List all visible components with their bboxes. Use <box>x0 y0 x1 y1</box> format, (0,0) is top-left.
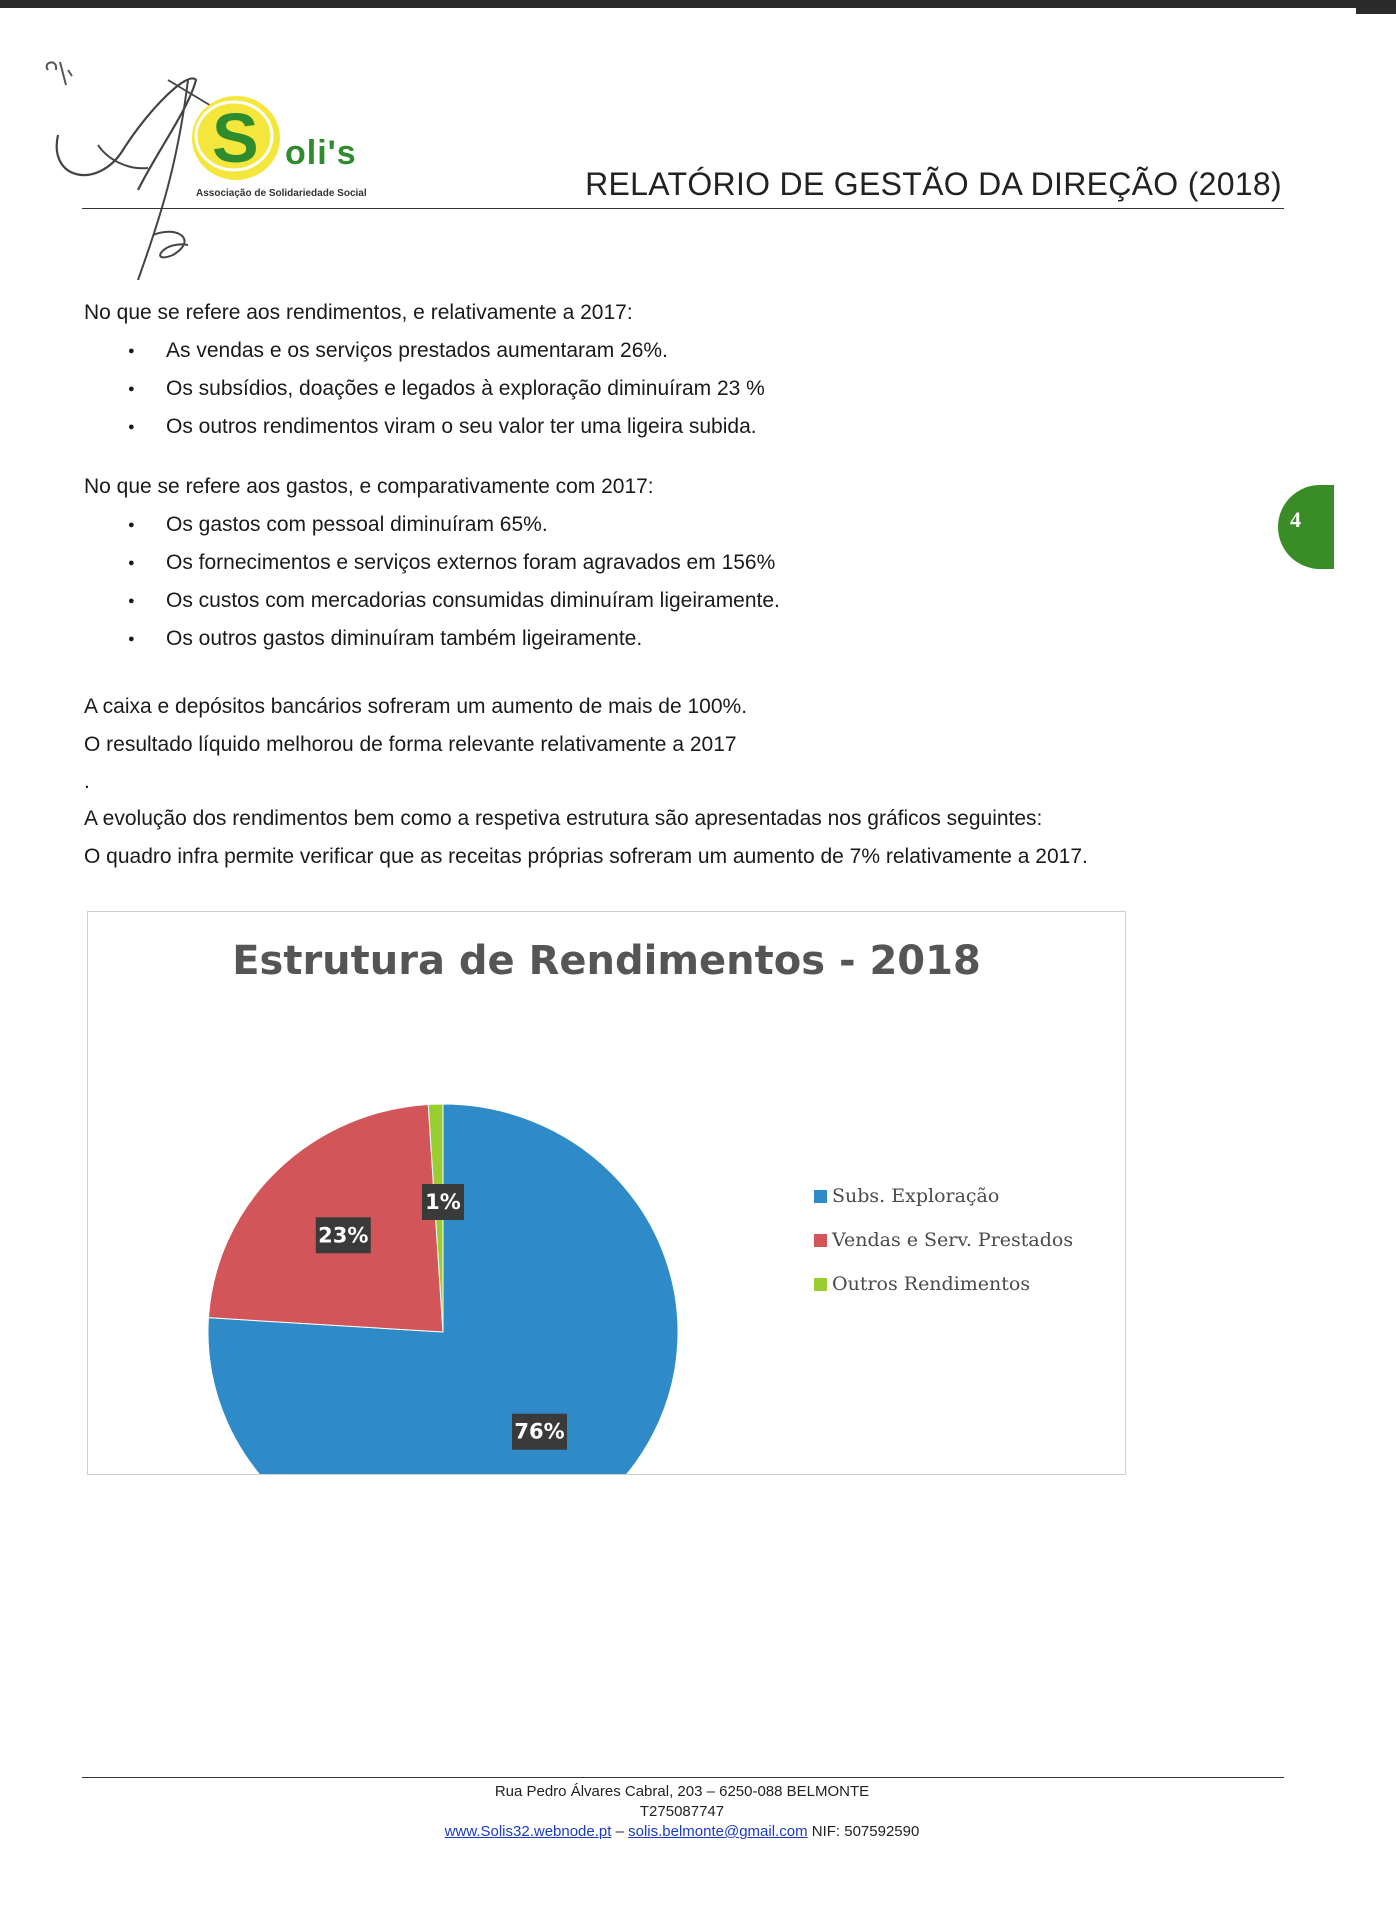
chart-title: Estrutura de Rendimentos - 2018 <box>232 938 981 984</box>
footer-nif: NIF: 507592590 <box>807 1823 920 1840</box>
stray-dot: . <box>84 770 90 793</box>
legend-label: Subs. Exploração <box>832 1185 1000 1207</box>
evolution-paragraph: A evolução dos rendimentos bem como a respetiva estrutura são apresentadas nos gráficos seguintes: <box>84 807 1043 830</box>
pie-data-label-2 <box>422 1184 464 1220</box>
list-item: ● Os gastos com pessoal diminuíram 65%. <box>128 506 1244 544</box>
legend-label: Vendas e Serv. Prestados <box>832 1229 1074 1251</box>
list-item: ● Os fornecimentos e serviços externos foram agravados em 156% <box>128 544 1244 582</box>
revenue-structure-chart <box>87 911 1126 1475</box>
legend-label: Outros Rendimentos <box>832 1273 1031 1295</box>
legend-swatch <box>814 1278 827 1291</box>
logo-name: oli's <box>285 134 357 172</box>
legend-swatch <box>814 1190 827 1203</box>
list-item: ● Os outros rendimentos viram o seu valor ter uma ligeira subida. <box>128 408 1244 446</box>
header-divider <box>82 208 1284 209</box>
own-revenue-paragraph: O quadro infra permite verificar que as receitas próprias sofreram um aumento de 7% relativamente a 2017. <box>84 845 1088 868</box>
footer-divider <box>82 1777 1284 1778</box>
expense-intro: No que se refere aos gastos, e comparativamente com 2017: <box>84 475 654 498</box>
email-link[interactable]: solis.belmonte@gmail.com <box>628 1823 808 1840</box>
page-number-tab <box>1278 485 1334 569</box>
scan-edge-corner <box>1356 0 1396 14</box>
logo-subtitle: Associação de Solidariedade Social <box>196 188 367 199</box>
website-link[interactable]: www.Solis32.webnode.pt <box>444 1823 612 1840</box>
page-number: 4 <box>1290 507 1301 532</box>
footer-address: Rua Pedro Álvares Cabral, 203 – 6250-088 BELMONTE <box>494 1783 870 1800</box>
footer-separator: – <box>611 1823 629 1840</box>
chart-legend <box>814 1174 1073 1306</box>
pie-data-label-text: 1% <box>425 1190 461 1214</box>
organization-logo <box>190 92 420 202</box>
legend-swatch <box>814 1234 827 1247</box>
report-title: RELATÓRIO DE GESTÃO DA DIREÇÃO (2018) <box>585 166 1282 202</box>
revenue-intro: No que se refere aos rendimentos, e relativamente a 2017: <box>84 301 633 324</box>
pie-data-label-0 <box>512 1414 567 1450</box>
cash-paragraph: A caixa e depósitos bancários sofreram um aumento de mais de 100%. <box>84 695 748 718</box>
footer-phone: T275087747 <box>639 1803 725 1820</box>
page-footer <box>0 1782 1364 1842</box>
report-body <box>84 294 1244 876</box>
revenue-list <box>84 332 1244 446</box>
pie-data-label-1 <box>316 1217 371 1253</box>
legend-item <box>814 1174 1073 1218</box>
pie-data-label-text: 76% <box>514 1419 565 1444</box>
list-item: ● Os custos com mercadorias consumidas diminuíram ligeiramente. <box>128 582 1244 620</box>
legend-item <box>814 1262 1073 1306</box>
pie-data-label-text: 23% <box>318 1223 369 1248</box>
list-item: ● Os outros gastos diminuíram também ligeiramente. <box>128 620 1244 658</box>
list-item: ● As vendas e os serviços prestados aumentaram 26%. <box>128 332 1244 370</box>
result-paragraph: O resultado líquido melhorou de forma relevante relativamente a 2017 <box>84 733 737 756</box>
scan-edge <box>0 0 1396 8</box>
footer-contacts <box>0 1822 1364 1842</box>
svg-text:S: S <box>212 99 259 177</box>
legend-item <box>814 1218 1073 1262</box>
expense-list <box>84 506 1244 658</box>
list-item: ● Os subsídios, doações e legados à exploração diminuíram 23 % <box>128 370 1244 408</box>
